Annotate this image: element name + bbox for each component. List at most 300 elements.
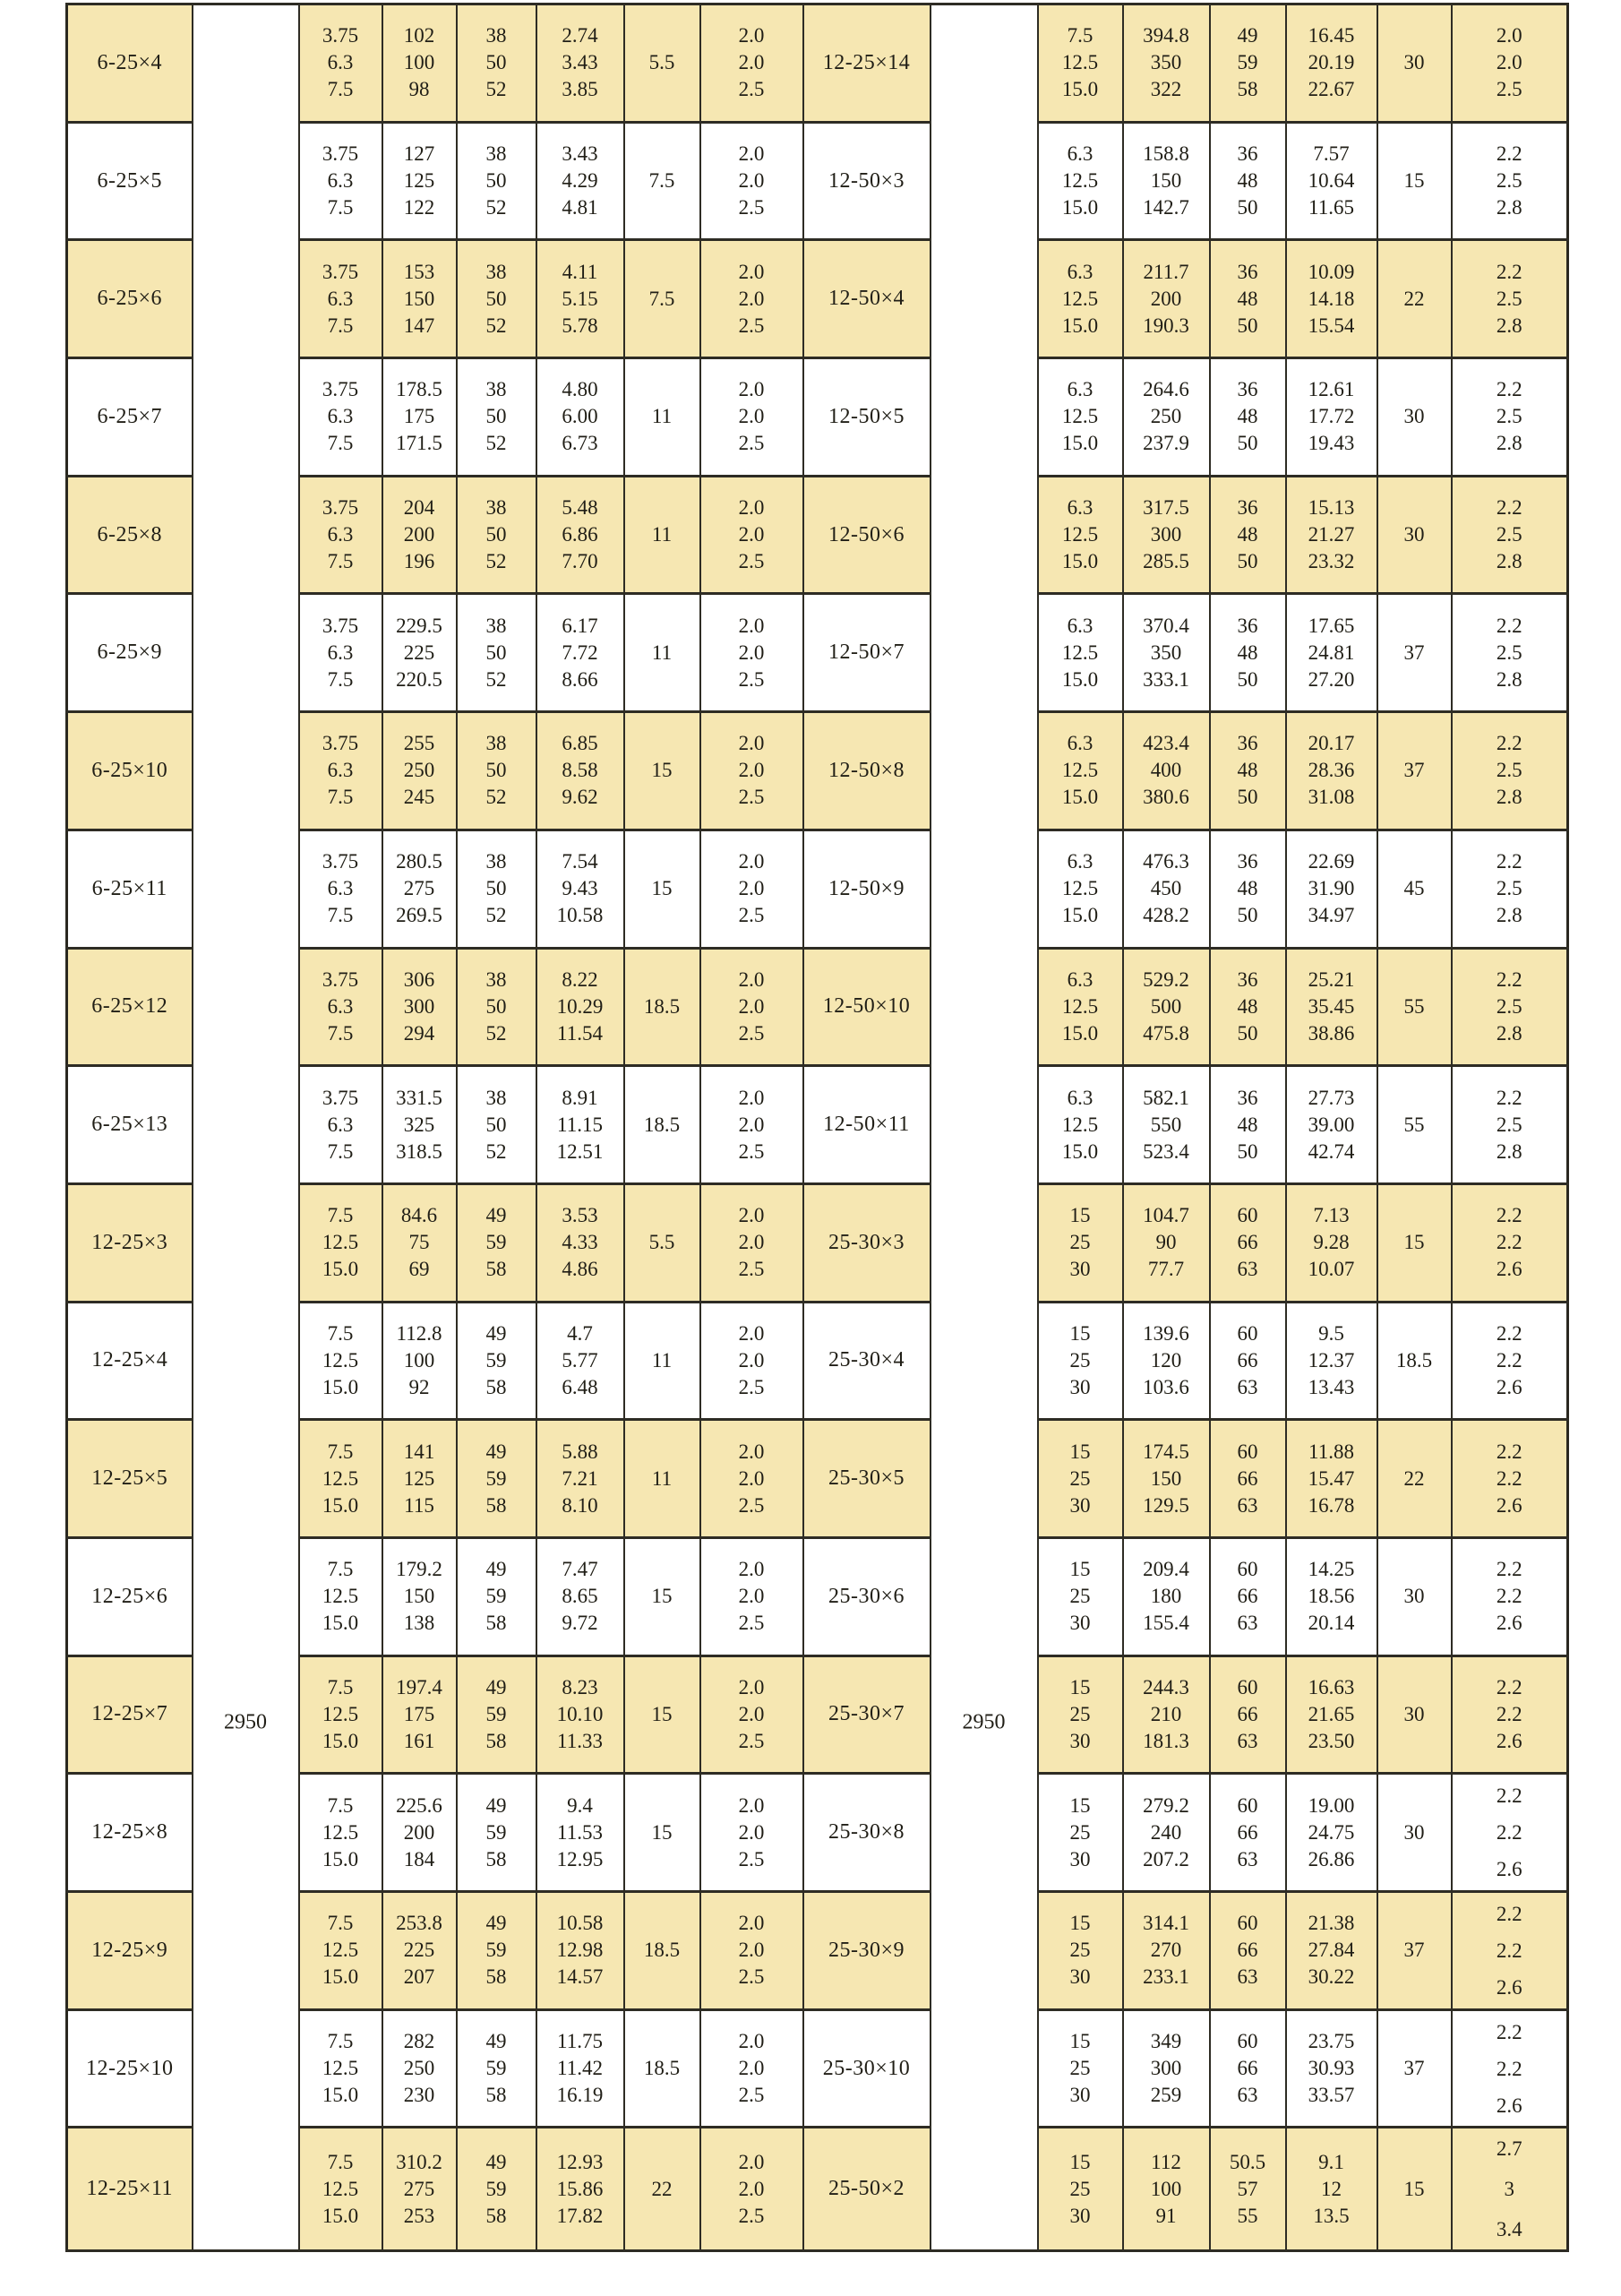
value-line: 2.5 <box>738 1729 765 1752</box>
value-line: 52 <box>485 786 507 809</box>
value-line: 325 <box>403 1113 435 1136</box>
model-cell-right: 25-30×5 <box>803 1420 931 1538</box>
value-line: 229.5 <box>396 614 442 637</box>
motor-power-cell-left: 15 <box>624 830 700 948</box>
value-line: 26.86 <box>1308 1847 1355 1870</box>
head-cell-left <box>382 240 457 358</box>
value-line: 7.5 <box>327 432 354 455</box>
value-line: 2.0 <box>738 1585 765 1608</box>
value-line: 2.8 <box>1496 667 1522 691</box>
value-line: 2.5 <box>738 196 765 219</box>
efficiency-cell-right <box>1210 1774 1286 1892</box>
value-line: 6.3 <box>327 523 354 546</box>
npsh-cell-left <box>700 1537 803 1655</box>
model-cell-right: 12-50×3 <box>803 122 931 240</box>
value-line: 6.3 <box>1067 142 1094 166</box>
npsh-cell-right <box>1452 594 1568 712</box>
value-line: 38 <box>485 260 507 283</box>
value-line: 7.47 <box>562 1558 598 1581</box>
value-line: 38 <box>485 24 507 47</box>
value-line: 2.2 <box>1496 1675 1522 1698</box>
efficiency-cell-left <box>457 830 536 948</box>
flow-cell-left <box>299 476 382 594</box>
value-line: 150 <box>403 1585 435 1608</box>
efficiency-cell-left <box>457 2128 536 2251</box>
value-line: 122 <box>403 196 435 219</box>
head-cell-left <box>382 476 457 594</box>
model-cell-left: 6-25×10 <box>67 712 193 830</box>
value-line: 6.3 <box>1067 260 1094 283</box>
value-line: 30 <box>1069 2084 1091 2107</box>
value-line: 50 <box>485 51 507 74</box>
value-line: 25 <box>1069 1939 1091 1962</box>
value-line: 350 <box>1150 51 1182 74</box>
npsh-cell-left <box>700 2009 803 2128</box>
npsh-cell-left <box>700 1655 803 1774</box>
shaft-power-cell-right <box>1286 1183 1377 1302</box>
value-line: 57 <box>1237 2177 1258 2200</box>
value-line: 12.5 <box>322 1939 359 1962</box>
value-line: 2.0 <box>738 1113 765 1136</box>
value-line: 7.13 <box>1313 1204 1350 1227</box>
value-line: 10.58 <box>556 1912 604 1935</box>
value-line: 23.50 <box>1308 1729 1355 1752</box>
value-line: 322 <box>1150 78 1182 101</box>
value-line: 150 <box>1150 169 1182 193</box>
value-line: 2.0 <box>738 1321 765 1345</box>
value-line: 9.5 <box>1318 1321 1344 1345</box>
value-line: 15.86 <box>556 2177 604 2200</box>
value-line: 12.61 <box>1308 378 1355 401</box>
value-line: 38.86 <box>1308 1021 1355 1045</box>
value-line: 2.0 <box>738 732 765 755</box>
head-cell-right <box>1123 1420 1210 1538</box>
head-cell-right <box>1123 948 1210 1066</box>
value-line: 10.58 <box>556 904 604 927</box>
value-line: 523.4 <box>1143 1139 1189 1163</box>
value-line: 2.2 <box>1496 1466 1522 1490</box>
model-cell-left: 12-25×5 <box>67 1420 193 1538</box>
value-line: 50 <box>1237 314 1258 337</box>
model-cell-right: 25-30×6 <box>803 1537 931 1655</box>
head-cell-right <box>1123 2128 1210 2251</box>
npsh-cell-left <box>700 1066 803 1184</box>
value-line: 7.5 <box>327 2150 354 2173</box>
value-line: 2.0 <box>738 523 765 546</box>
value-line: 15 <box>1069 1912 1091 1935</box>
value-line: 60 <box>1237 1793 1258 1817</box>
value-line: 3.53 <box>562 1204 598 1227</box>
value-line: 15 <box>1069 2150 1091 2173</box>
motor-power-cell-right: 30 <box>1377 1774 1452 1892</box>
value-line: 250 <box>1150 405 1182 428</box>
flow-cell-left <box>299 712 382 830</box>
npsh-cell-right <box>1452 1183 1568 1302</box>
value-line: 22.69 <box>1308 850 1355 873</box>
value-line: 50 <box>485 169 507 193</box>
efficiency-cell-right <box>1210 594 1286 712</box>
value-line: 66 <box>1237 2057 1258 2080</box>
value-line: 2.2 <box>1496 1231 1522 1254</box>
shaft-power-cell-left <box>536 476 624 594</box>
value-line: 147 <box>403 314 435 337</box>
value-line: 77.7 <box>1147 1258 1185 1281</box>
value-line: 66 <box>1237 1466 1258 1490</box>
model-cell-left: 12-25×4 <box>67 1302 193 1420</box>
value-line: 50 <box>1237 1139 1258 1163</box>
flow-cell-right <box>1038 2009 1123 2128</box>
value-line: 2.0 <box>738 994 765 1018</box>
value-line: 6.48 <box>562 1375 598 1398</box>
value-line: 475.8 <box>1143 1021 1189 1045</box>
motor-power-cell-right: 30 <box>1377 4 1452 123</box>
value-line: 13.43 <box>1308 1375 1355 1398</box>
value-line: 21.27 <box>1308 523 1355 546</box>
value-line: 7.5 <box>327 550 354 573</box>
value-line: 4.7 <box>567 1321 593 1345</box>
value-line: 7.5 <box>327 196 354 219</box>
efficiency-cell-right <box>1210 1066 1286 1184</box>
value-line: 6.3 <box>1067 378 1094 401</box>
value-line: 2.0 <box>738 142 765 166</box>
value-line: 15.0 <box>1061 196 1099 219</box>
value-line: 2.2 <box>1496 1348 1522 1372</box>
value-line: 2.5 <box>738 1493 765 1517</box>
value-line: 60 <box>1237 1912 1258 1935</box>
npsh-cell-right <box>1452 1655 1568 1774</box>
npsh-cell-right <box>1452 948 1568 1066</box>
value-line: 6.3 <box>327 1113 354 1136</box>
value-line: 3.75 <box>322 142 359 166</box>
shaft-power-cell-right <box>1286 948 1377 1066</box>
motor-power-cell-right: 55 <box>1377 1066 1452 1184</box>
value-line: 350 <box>1150 641 1182 664</box>
value-line: 52 <box>485 1139 507 1163</box>
value-line: 3.4 <box>1496 2218 1522 2241</box>
value-line: 66 <box>1237 1820 1258 1844</box>
value-line: 2.0 <box>738 2150 765 2173</box>
value-line: 59 <box>485 1820 507 1844</box>
value-line: 2.0 <box>738 496 765 520</box>
value-line: 2.0 <box>738 1675 765 1698</box>
value-line: 2.5 <box>1496 523 1522 546</box>
value-line: 4.81 <box>562 196 598 219</box>
value-line: 285.5 <box>1143 550 1189 573</box>
value-line: 5.88 <box>562 1440 598 1463</box>
value-line: 6.3 <box>327 994 354 1018</box>
value-line: 50 <box>485 641 507 664</box>
flow-cell-left <box>299 1066 382 1184</box>
efficiency-cell-right <box>1210 712 1286 830</box>
npsh-cell-right <box>1452 1066 1568 1184</box>
value-line: 2.2 <box>1496 1204 1522 1227</box>
value-line: 25 <box>1069 1702 1091 1725</box>
head-cell-left <box>382 712 457 830</box>
npsh-cell-left <box>700 1774 803 1892</box>
motor-power-cell-left: 11 <box>624 358 700 477</box>
shaft-power-cell-left <box>536 1774 624 1892</box>
value-line: 275 <box>403 2177 435 2200</box>
value-line: 282 <box>403 2030 435 2053</box>
value-line: 200 <box>403 523 435 546</box>
value-line: 300 <box>1150 523 1182 546</box>
value-line: 9.62 <box>562 786 598 809</box>
value-line: 141 <box>403 1440 435 1463</box>
npsh-cell-left <box>700 830 803 948</box>
value-line: 58 <box>485 1493 507 1517</box>
value-line: 211.7 <box>1143 260 1189 283</box>
flow-cell-right <box>1038 2128 1123 2251</box>
value-line: 30 <box>1069 1612 1091 1635</box>
value-line: 2.0 <box>738 2057 765 2080</box>
value-line: 12.5 <box>1061 169 1099 193</box>
motor-power-cell-left: 18.5 <box>624 1066 700 1184</box>
value-line: 11.53 <box>557 1820 603 1844</box>
value-line: 58 <box>1237 78 1258 101</box>
value-line: 225.6 <box>396 1793 442 1817</box>
motor-power-cell-left: 18.5 <box>624 1892 700 2010</box>
efficiency-cell-left <box>457 476 536 594</box>
motor-power-cell-left: 15 <box>624 1537 700 1655</box>
value-line: 21.65 <box>1308 1702 1355 1725</box>
value-line: 50 <box>1237 786 1258 809</box>
efficiency-cell-right <box>1210 2128 1286 2251</box>
value-line: 12.51 <box>556 1139 604 1163</box>
value-line: 7.21 <box>562 1466 598 1490</box>
motor-power-cell-right: 37 <box>1377 712 1452 830</box>
value-line: 2.8 <box>1496 196 1522 219</box>
value-line: 2.0 <box>738 1231 765 1254</box>
value-line: 14.57 <box>556 1965 604 1989</box>
value-line: 63 <box>1237 1612 1258 1635</box>
value-line: 36 <box>1237 496 1258 520</box>
value-line: 2.0 <box>738 1204 765 1227</box>
value-line: 19.00 <box>1308 1793 1355 1817</box>
shaft-power-cell-right <box>1286 594 1377 712</box>
model-cell-right: 12-50×6 <box>803 476 931 594</box>
value-line: 63 <box>1237 1729 1258 1752</box>
value-line: 2.0 <box>738 1793 765 1817</box>
value-line: 264.6 <box>1143 378 1189 401</box>
npsh-cell-right <box>1452 1302 1568 1420</box>
value-line: 25 <box>1069 1466 1091 1490</box>
motor-power-cell-right: 30 <box>1377 358 1452 477</box>
value-line: 11.42 <box>557 2057 603 2080</box>
head-cell-right <box>1123 712 1210 830</box>
value-line: 7.5 <box>327 1440 354 1463</box>
value-line: 15.0 <box>322 1493 359 1517</box>
value-line: 50 <box>485 523 507 546</box>
head-cell-left <box>382 1420 457 1538</box>
npsh-cell-left <box>700 594 803 712</box>
value-line: 52 <box>485 550 507 573</box>
shaft-power-cell-left <box>536 830 624 948</box>
value-line: 197.4 <box>396 1675 442 1698</box>
efficiency-cell-left <box>457 4 536 123</box>
value-line: 2.2 <box>1496 1558 1522 1581</box>
value-line: 66 <box>1237 1585 1258 1608</box>
npsh-cell-right <box>1452 830 1568 948</box>
value-line: 12.5 <box>322 1231 359 1254</box>
head-cell-left <box>382 1066 457 1184</box>
efficiency-cell-right <box>1210 830 1286 948</box>
efficiency-cell-left <box>457 712 536 830</box>
value-line: 12 <box>1321 2177 1342 2200</box>
flow-cell-left <box>299 1302 382 1420</box>
value-line: 9.4 <box>567 1793 593 1817</box>
shaft-power-cell-right <box>1286 1066 1377 1184</box>
value-line: 10.64 <box>1308 169 1355 193</box>
value-line: 200 <box>403 1820 435 1844</box>
model-cell-right: 12-25×14 <box>803 4 931 123</box>
value-line: 66 <box>1237 1348 1258 1372</box>
value-line: 15.0 <box>1061 786 1099 809</box>
value-line: 58 <box>485 1965 507 1989</box>
value-line: 12.37 <box>1308 1348 1355 1372</box>
value-line: 2.2 <box>1496 1702 1522 1725</box>
value-line: 196 <box>403 550 435 573</box>
value-line: 2.6 <box>1496 1612 1522 1635</box>
shaft-power-cell-right <box>1286 122 1377 240</box>
shaft-power-cell-left <box>536 712 624 830</box>
value-line: 24.81 <box>1308 641 1355 664</box>
value-line: 6.3 <box>1067 967 1094 991</box>
npsh-cell-left <box>700 1302 803 1420</box>
npsh-cell-left <box>700 948 803 1066</box>
value-line: 5.48 <box>562 496 598 520</box>
head-cell-left <box>382 1892 457 2010</box>
value-line: 2.5 <box>738 1847 765 1870</box>
model-cell-right: 25-30×9 <box>803 1892 931 2010</box>
value-line: 2.5 <box>738 550 765 573</box>
value-line: 52 <box>485 78 507 101</box>
efficiency-cell-left <box>457 2009 536 2128</box>
value-line: 11.75 <box>557 2030 603 2053</box>
head-cell-left <box>382 1183 457 1302</box>
value-line: 210 <box>1150 1702 1182 1725</box>
value-line: 11.88 <box>1308 1440 1354 1463</box>
value-line: 12.5 <box>322 2057 359 2080</box>
value-line: 2.7 <box>1496 2137 1522 2161</box>
value-line: 2.8 <box>1496 432 1522 455</box>
value-line: 550 <box>1150 1113 1182 1136</box>
speed-value: 2950 <box>962 1710 1006 1734</box>
value-line: 104.7 <box>1143 1204 1189 1227</box>
motor-power-cell-right: 18.5 <box>1377 1302 1452 1420</box>
value-line: 14.18 <box>1308 287 1355 310</box>
value-line: 4.33 <box>562 1231 598 1254</box>
value-line: 3.85 <box>562 78 598 101</box>
value-line: 6.73 <box>562 432 598 455</box>
value-line: 207.2 <box>1143 1847 1189 1870</box>
value-line: 529.2 <box>1143 967 1189 991</box>
flow-cell-right <box>1038 1420 1123 1538</box>
value-line: 16.63 <box>1308 1675 1355 1698</box>
value-line: 2.0 <box>738 1702 765 1725</box>
value-line: 58 <box>485 1729 507 1752</box>
efficiency-cell-left <box>457 1302 536 1420</box>
motor-power-cell-right: 15 <box>1377 1183 1452 1302</box>
value-line: 24.75 <box>1308 1820 1355 1844</box>
head-cell-right <box>1123 594 1210 712</box>
motor-power-cell-left: 7.5 <box>624 240 700 358</box>
value-line: 129.5 <box>1143 1493 1189 1517</box>
value-line: 52 <box>485 904 507 927</box>
value-line: 3.75 <box>322 732 359 755</box>
value-line: 428.2 <box>1143 904 1189 927</box>
model-cell-right: 12-50×5 <box>803 358 931 477</box>
value-line: 250 <box>403 759 435 782</box>
value-line: 15.0 <box>1061 667 1099 691</box>
value-line: 2.0 <box>738 1939 765 1962</box>
model-cell-left: 12-25×9 <box>67 1892 193 2010</box>
motor-power-cell-right: 30 <box>1377 476 1452 594</box>
value-line: 33.57 <box>1308 2084 1355 2107</box>
value-line: 6.00 <box>562 405 598 428</box>
value-line: 38 <box>485 496 507 520</box>
value-line: 60 <box>1237 1204 1258 1227</box>
value-line: 15.0 <box>322 2204 359 2227</box>
npsh-cell-left <box>700 1183 803 1302</box>
value-line: 275 <box>403 877 435 900</box>
value-line: 25 <box>1069 1231 1091 1254</box>
value-line: 12.5 <box>1061 994 1099 1018</box>
value-line: 2.0 <box>1496 51 1522 74</box>
value-line: 12.5 <box>322 1702 359 1725</box>
shaft-power-cell-left <box>536 1420 624 1538</box>
value-line: 175 <box>403 1702 435 1725</box>
value-line: 63 <box>1237 1965 1258 1989</box>
model-cell-left: 12-25×10 <box>67 2009 193 2128</box>
value-line: 25 <box>1069 1820 1091 1844</box>
value-line: 15.0 <box>322 1612 359 1635</box>
flow-cell-left <box>299 594 382 712</box>
value-line: 2.8 <box>1496 786 1522 809</box>
value-line: 3 <box>1504 2178 1514 2201</box>
flow-cell-right <box>1038 948 1123 1066</box>
value-line: 60 <box>1237 1675 1258 1698</box>
efficiency-cell-right <box>1210 1183 1286 1302</box>
efficiency-cell-right <box>1210 948 1286 1066</box>
value-line: 9.43 <box>562 877 598 900</box>
head-cell-right <box>1123 1892 1210 2010</box>
value-line: 2.0 <box>738 1820 765 1844</box>
value-line: 49 <box>1237 24 1258 47</box>
motor-power-cell-left: 11 <box>624 1302 700 1420</box>
value-line: 180 <box>1150 1585 1182 1608</box>
value-line: 17.82 <box>556 2204 604 2227</box>
value-line: 253.8 <box>396 1912 442 1935</box>
value-line: 161 <box>403 1729 435 1752</box>
value-line: 69 <box>408 1258 430 1281</box>
flow-cell-left <box>299 1183 382 1302</box>
npsh-cell-right <box>1452 122 1568 240</box>
value-line: 12.5 <box>1061 51 1099 74</box>
value-line: 8.91 <box>562 1086 598 1109</box>
value-line: 8.66 <box>562 667 598 691</box>
model-cell-left: 6-25×12 <box>67 948 193 1066</box>
model-cell-right: 12-50×7 <box>803 594 931 712</box>
value-line: 63 <box>1237 1493 1258 1517</box>
value-line: 36 <box>1237 850 1258 873</box>
shaft-power-cell-left <box>536 1183 624 1302</box>
value-line: 15.13 <box>1308 496 1355 520</box>
value-line: 253 <box>403 2204 435 2227</box>
value-line: 2.0 <box>738 1086 765 1109</box>
shaft-power-cell-right <box>1286 830 1377 948</box>
value-line: 2.5 <box>738 1375 765 1398</box>
flow-cell-left <box>299 1655 382 1774</box>
